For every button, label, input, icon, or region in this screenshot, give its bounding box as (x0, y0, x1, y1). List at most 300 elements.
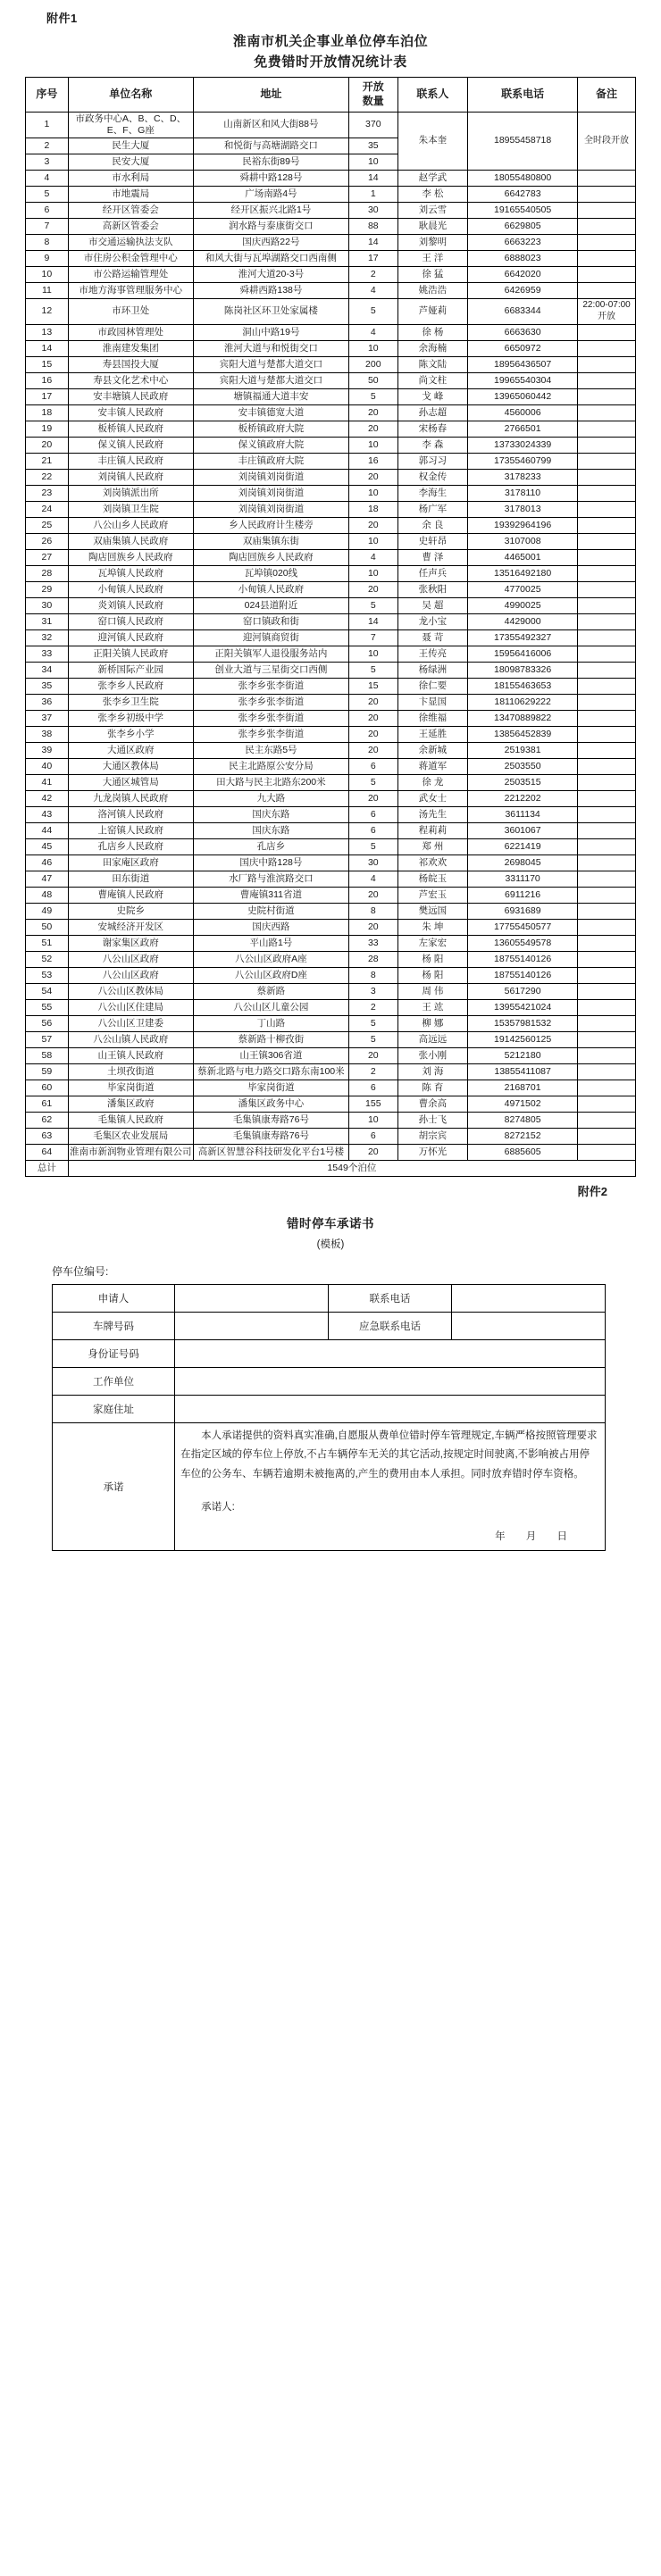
cell-remarks (578, 388, 636, 404)
cell-contact-phone: 2168701 (468, 1080, 578, 1096)
cell-no: 30 (26, 597, 69, 613)
cell-no: 55 (26, 999, 69, 1015)
cell-remarks (578, 421, 636, 437)
cell-quantity: 4 (348, 549, 397, 565)
cell-contact-phone: 13965060442 (468, 388, 578, 404)
form-value[interactable] (175, 1312, 329, 1339)
cell-quantity: 20 (348, 694, 397, 710)
cell-remarks (578, 1096, 636, 1112)
cell-unit-name: 民安大厦 (68, 154, 193, 171)
cell-remarks (578, 251, 636, 267)
cell-quantity: 10 (348, 437, 397, 453)
cell-no: 63 (26, 1128, 69, 1144)
cell-unit-name: 市公路运输管理处 (68, 267, 193, 283)
cell-unit-name: 炎刘镇人民政府 (68, 597, 193, 613)
cell-contact-person: 王 竑 (397, 999, 468, 1015)
cell-contact-phone: 2766501 (468, 421, 578, 437)
cell-unit-name: 田家庵区政府 (68, 854, 193, 871)
cell-no: 56 (26, 1015, 69, 1031)
cell-address: 曹庵镇311省道 (193, 887, 348, 903)
cell-quantity: 10 (348, 154, 397, 171)
cell-quantity: 2 (348, 1063, 397, 1080)
form-row (53, 1312, 606, 1339)
table-row (26, 299, 636, 325)
table-row (26, 678, 636, 694)
cell-quantity: 10 (348, 565, 397, 581)
cell-contact-person: 龙小宝 (397, 613, 468, 629)
cell-total-value: 1549个泊位 (68, 1160, 635, 1176)
cell-contact-phone: 15357981532 (468, 1015, 578, 1031)
cell-remarks (578, 951, 636, 967)
cell-quantity: 2 (348, 999, 397, 1015)
cell-remarks (578, 646, 636, 662)
column-header-quantity-line1: 开放 (362, 80, 384, 94)
cell-remarks (578, 678, 636, 694)
cell-contact-phone: 18110629222 (468, 694, 578, 710)
cell-quantity: 200 (348, 356, 397, 372)
cell-no: 3 (26, 154, 69, 171)
cell-unit-name: 市交通运输执法支队 (68, 235, 193, 251)
cell-contact-phone: 6221419 (468, 838, 578, 854)
cell-address: 国庆东路 (193, 806, 348, 822)
cell-unit-name: 板桥镇人民政府 (68, 421, 193, 437)
cell-remarks (578, 1144, 636, 1160)
table-row (26, 485, 636, 501)
cell-address: 塘镇福通大道丰安 (193, 388, 348, 404)
cell-remarks (578, 662, 636, 678)
cell-contact-person: 程莉莉 (397, 822, 468, 838)
cell-contact-phone: 3311170 (468, 871, 578, 887)
cell-remarks (578, 549, 636, 565)
cell-unit-name: 史院乡 (68, 903, 193, 919)
column-header-quantity (348, 77, 397, 112)
column-header-contact-phone: 联系电话 (468, 77, 578, 112)
cell-no: 17 (26, 388, 69, 404)
cell-address: 丰庄镇政府大院 (193, 453, 348, 469)
cell-remarks (578, 742, 636, 758)
cell-contact-person: 祁欢欢 (397, 854, 468, 871)
cell-quantity: 10 (348, 646, 397, 662)
cell-remarks (578, 919, 636, 935)
cell-address: 广场南路4号 (193, 187, 348, 203)
cell-no: 39 (26, 742, 69, 758)
cell-no: 11 (26, 283, 69, 299)
cell-no: 4 (26, 171, 69, 187)
cell-no: 46 (26, 854, 69, 871)
cell-quantity: 18 (348, 501, 397, 517)
cell-no: 49 (26, 903, 69, 919)
cell-unit-name: 小甸镇人民政府 (68, 581, 193, 597)
table-row (26, 838, 636, 854)
cell-no: 23 (26, 485, 69, 501)
form-value[interactable] (175, 1284, 329, 1312)
table-row (26, 903, 636, 919)
cell-remarks (578, 453, 636, 469)
form-value[interactable] (175, 1339, 606, 1367)
cell-unit-name: 洛河镇人民政府 (68, 806, 193, 822)
cell-contact-person: 郭习习 (397, 453, 468, 469)
cell-no: 21 (26, 453, 69, 469)
table-row (26, 388, 636, 404)
cell-quantity: 8 (348, 903, 397, 919)
cell-no: 34 (26, 662, 69, 678)
cell-contact-person: 武女士 (397, 790, 468, 806)
cell-contact-person: 史轩昂 (397, 533, 468, 549)
cell-quantity: 8 (348, 967, 397, 983)
cell-unit-name: 土坝孜街道 (68, 1063, 193, 1080)
cell-no: 18 (26, 404, 69, 421)
cell-contact-person: 吴 超 (397, 597, 468, 613)
cell-quantity: 10 (348, 340, 397, 356)
cell-unit-name: 寿县国投大厦 (68, 356, 193, 372)
cell-unit-name: 八公山区住建局 (68, 999, 193, 1015)
cell-address: 和风大街与瓦埠湖路交口西南侧 (193, 251, 348, 267)
cell-contact-person: 任声兵 (397, 565, 468, 581)
cell-address: 舜耕西路138号 (193, 283, 348, 299)
cell-contact-person: 李 松 (397, 187, 468, 203)
cell-remarks (578, 235, 636, 251)
cell-address: 张李乡张李街道 (193, 694, 348, 710)
cell-quantity: 20 (348, 742, 397, 758)
cell-address: 毕家岗街道 (193, 1080, 348, 1096)
table-row (26, 421, 636, 437)
cell-unit-name: 迎河镇人民政府 (68, 629, 193, 646)
form-value[interactable] (451, 1312, 605, 1339)
cell-quantity: 50 (348, 372, 397, 388)
table-row (26, 935, 636, 951)
cell-remarks (578, 219, 636, 235)
table-row (26, 919, 636, 935)
cell-contact-phone: 5212180 (468, 1047, 578, 1063)
cell-unit-name: 新桥国际产业园 (68, 662, 193, 678)
cell-contact-person: 耿晨光 (397, 219, 468, 235)
cell-address: 乡人民政府计生楼旁 (193, 517, 348, 533)
cell-remarks (578, 854, 636, 871)
cell-quantity: 6 (348, 1080, 397, 1096)
cell-contact-phone: 19165540505 (468, 203, 578, 219)
cell-no: 41 (26, 774, 69, 790)
cell-contact-person: 杨绿洲 (397, 662, 468, 678)
cell-remarks: 全时段开放 (578, 112, 636, 171)
cell-no: 48 (26, 887, 69, 903)
column-header-contact-person: 联系人 (397, 77, 468, 112)
cell-quantity: 17 (348, 251, 397, 267)
cell-no: 14 (26, 340, 69, 356)
cell-unit-name: 山王镇人民政府 (68, 1047, 193, 1063)
cell-no: 45 (26, 838, 69, 854)
table-row (26, 1080, 636, 1096)
cell-remarks (578, 267, 636, 283)
cell-quantity: 5 (348, 299, 397, 325)
cell-no: 33 (26, 646, 69, 662)
table-row (26, 822, 636, 838)
parking-statistics-table (25, 77, 636, 1177)
cell-unit-name: 张李乡初级中学 (68, 710, 193, 726)
form-label: 工作单位 (53, 1367, 175, 1395)
cell-contact-person: 刘黎明 (397, 235, 468, 251)
column-header-address: 地址 (193, 77, 348, 112)
cell-quantity: 2 (348, 267, 397, 283)
cell-contact-person: 陈 育 (397, 1080, 468, 1096)
cell-contact-person: 朱 坤 (397, 919, 468, 935)
cell-contact-phone: 19142560125 (468, 1031, 578, 1047)
cell-address: 蔡新路十柳孜街 (193, 1031, 348, 1047)
cell-quantity: 5 (348, 1031, 397, 1047)
cell-contact-phone: 19965540304 (468, 372, 578, 388)
cell-unit-name: 八公山乡人民政府 (68, 517, 193, 533)
cell-unit-name: 八公山区教体局 (68, 983, 193, 999)
cell-address: 国庆东路 (193, 822, 348, 838)
form-row (53, 1395, 606, 1422)
form-value[interactable] (451, 1284, 605, 1312)
cell-address: 民主北路原公安分局 (193, 758, 348, 774)
cell-no: 29 (26, 581, 69, 597)
cell-unit-name: 双庙集镇人民政府 (68, 533, 193, 549)
cell-unit-name: 窑口镇人民政府 (68, 613, 193, 629)
cell-no: 51 (26, 935, 69, 951)
cell-no: 61 (26, 1096, 69, 1112)
cell-address: 宾阳大道与楚都大道交口 (193, 356, 348, 372)
cell-no: 19 (26, 421, 69, 437)
cell-quantity: 10 (348, 1112, 397, 1128)
cell-contact-phone: 18955458718 (468, 112, 578, 171)
cell-address: 窑口镇政和街 (193, 613, 348, 629)
cell-address: 双庙集镇东街 (193, 533, 348, 549)
form-label: 车牌号码 (53, 1312, 175, 1339)
cell-contact-person: 李海生 (397, 485, 468, 501)
document-title-line-1: 淮南市机关企事业单位停车泊位 (232, 34, 429, 49)
cell-total-label: 总计 (26, 1160, 69, 1176)
cell-address: 经开区振兴北路1号 (193, 203, 348, 219)
cell-unit-name: 市地方海事管理服务中心 (68, 283, 193, 299)
cell-unit-name: 曹庵镇人民政府 (68, 887, 193, 903)
table-row (26, 283, 636, 299)
cell-contact-phone: 18098783326 (468, 662, 578, 678)
cell-unit-name: 田东街道 (68, 871, 193, 887)
cell-contact-person: 戈 峰 (397, 388, 468, 404)
cell-contact-phone: 4990025 (468, 597, 578, 613)
cell-no: 64 (26, 1144, 69, 1160)
cell-quantity: 20 (348, 887, 397, 903)
cell-address: 安丰镇德宽大道 (193, 404, 348, 421)
cell-remarks (578, 999, 636, 1015)
cell-no: 54 (26, 983, 69, 999)
cell-remarks (578, 372, 636, 388)
cell-address: 八公山区政府D座 (193, 967, 348, 983)
form-value[interactable] (175, 1395, 606, 1422)
cell-quantity: 5 (348, 838, 397, 854)
cell-address: 陈岗社区环卫处家属楼 (193, 299, 348, 325)
cell-remarks: 22:00-07:00开放 (578, 299, 636, 325)
cell-remarks (578, 1080, 636, 1096)
cell-address: 张李乡张李街道 (193, 678, 348, 694)
table-row (26, 613, 636, 629)
table-row (26, 758, 636, 774)
cell-contact-person: 芦宏玉 (397, 887, 468, 903)
cell-quantity: 5 (348, 662, 397, 678)
table-row (26, 806, 636, 822)
cell-contact-phone: 2503550 (468, 758, 578, 774)
cell-remarks (578, 517, 636, 533)
cell-remarks (578, 340, 636, 356)
cell-no: 35 (26, 678, 69, 694)
cell-contact-phone: 3178110 (468, 485, 578, 501)
cell-quantity: 14 (348, 171, 397, 187)
cell-contact-phone: 18055480800 (468, 171, 578, 187)
table-row (26, 112, 636, 138)
cell-remarks (578, 203, 636, 219)
table-row (26, 1144, 636, 1160)
cell-quantity: 4 (348, 283, 397, 299)
table-row (26, 662, 636, 678)
cell-no: 22 (26, 469, 69, 485)
cell-quantity: 33 (348, 935, 397, 951)
table-row (26, 1031, 636, 1047)
signature-label: 承诺人: (201, 1501, 235, 1513)
cell-contact-phone: 3611134 (468, 806, 578, 822)
cell-remarks (578, 758, 636, 774)
cell-remarks (578, 806, 636, 822)
cell-unit-name: 刘岗镇人民政府 (68, 469, 193, 485)
cell-no: 32 (26, 629, 69, 646)
table-row (26, 1096, 636, 1112)
cell-contact-phone: 4971502 (468, 1096, 578, 1112)
cell-quantity: 6 (348, 822, 397, 838)
cell-quantity: 155 (348, 1096, 397, 1112)
cell-unit-name: 市政务中心A、B、C、D、E、F、G座 (68, 112, 193, 138)
cell-remarks (578, 1063, 636, 1080)
cell-contact-person: 张小刚 (397, 1047, 468, 1063)
cell-contact-phone: 13470889822 (468, 710, 578, 726)
table-row (26, 356, 636, 372)
cell-remarks (578, 565, 636, 581)
cell-no: 50 (26, 919, 69, 935)
cell-remarks (578, 967, 636, 983)
table-row (26, 581, 636, 597)
cell-no: 10 (26, 267, 69, 283)
cell-unit-name: 八公山区政府 (68, 967, 193, 983)
cell-remarks (578, 871, 636, 887)
cell-address: 陶店回族乡人民政府 (193, 549, 348, 565)
cell-contact-person: 孙志超 (397, 404, 468, 421)
cell-contact-phone: 4465001 (468, 549, 578, 565)
cell-address: 舜耕中路128号 (193, 171, 348, 187)
form-row (53, 1284, 606, 1312)
table-row (26, 203, 636, 219)
cell-remarks (578, 404, 636, 421)
cell-unit-name: 民生大厦 (68, 138, 193, 154)
cell-quantity: 20 (348, 790, 397, 806)
cell-no: 53 (26, 967, 69, 983)
form-label: 家庭住址 (53, 1395, 175, 1422)
cell-no: 57 (26, 1031, 69, 1047)
cell-address: 平山路1号 (193, 935, 348, 951)
cell-no: 60 (26, 1080, 69, 1096)
table-row (26, 565, 636, 581)
cell-contact-phone: 17355492327 (468, 629, 578, 646)
cell-unit-name: 瓦埠镇人民政府 (68, 565, 193, 581)
cell-unit-name: 张李乡人民政府 (68, 678, 193, 694)
table-row (26, 501, 636, 517)
cell-contact-phone: 17755450577 (468, 919, 578, 935)
cell-remarks (578, 1047, 636, 1063)
cell-no: 25 (26, 517, 69, 533)
cell-unit-name: 安丰镇人民政府 (68, 404, 193, 421)
cell-address: 淮河大道20-3号 (193, 267, 348, 283)
cell-remarks (578, 187, 636, 203)
cell-quantity: 20 (348, 1047, 397, 1063)
cell-unit-name: 毛集区农业发展局 (68, 1128, 193, 1144)
cell-contact-phone: 18155463653 (468, 678, 578, 694)
cell-remarks (578, 726, 636, 742)
cell-remarks (578, 469, 636, 485)
cell-address: 和悦街与高塘湖路交口 (193, 138, 348, 154)
table-body (26, 112, 636, 1176)
cell-contact-person: 徐 杨 (397, 324, 468, 340)
cell-contact-phone: 13855411087 (468, 1063, 578, 1080)
table-row (26, 453, 636, 469)
cell-unit-name: 大通区教体局 (68, 758, 193, 774)
cell-contact-phone: 17355460799 (468, 453, 578, 469)
cell-quantity: 10 (348, 485, 397, 501)
cell-address: 高新区智慧谷科技研发化平台1号楼 (193, 1144, 348, 1160)
cell-contact-person: 杨广军 (397, 501, 468, 517)
cell-no: 42 (26, 790, 69, 806)
cell-quantity: 35 (348, 138, 397, 154)
cell-remarks (578, 1015, 636, 1031)
cell-quantity: 20 (348, 710, 397, 726)
cell-address: 小甸镇人民政府 (193, 581, 348, 597)
cell-unit-name: 市地震局 (68, 187, 193, 203)
cell-quantity: 5 (348, 597, 397, 613)
cell-address: 毛集镇康寿路76号 (193, 1128, 348, 1144)
cell-address: 024县道附近 (193, 597, 348, 613)
cell-remarks (578, 983, 636, 999)
form-value[interactable] (175, 1367, 606, 1395)
cell-quantity: 20 (348, 581, 397, 597)
cell-contact-person: 卞显国 (397, 694, 468, 710)
cell-contact-person: 陈文陆 (397, 356, 468, 372)
cell-contact-person: 张秋阳 (397, 581, 468, 597)
cell-remarks (578, 581, 636, 597)
cell-unit-name: 八公山区卫建委 (68, 1015, 193, 1031)
cell-address: 刘岗镇刘岗街道 (193, 469, 348, 485)
table-row (26, 629, 636, 646)
cell-quantity: 15 (348, 678, 397, 694)
table-row (26, 790, 636, 806)
cell-unit-name: 孔店乡人民政府 (68, 838, 193, 854)
table-row (26, 549, 636, 565)
cell-address: 迎河镇商贸街 (193, 629, 348, 646)
cell-quantity: 5 (348, 388, 397, 404)
cell-no: 28 (26, 565, 69, 581)
cell-contact-phone: 2503515 (468, 774, 578, 790)
cell-quantity: 88 (348, 219, 397, 235)
cell-address: 刘岗镇刘岗街道 (193, 485, 348, 501)
cell-contact-phone: 13955421024 (468, 999, 578, 1015)
cell-address: 国庆西路 (193, 919, 348, 935)
column-header-quantity-line2: 数量 (362, 94, 384, 107)
table-row (26, 340, 636, 356)
cell-no: 13 (26, 324, 69, 340)
cell-contact-phone: 15956416006 (468, 646, 578, 662)
cell-no: 9 (26, 251, 69, 267)
cell-remarks (578, 324, 636, 340)
table-row (26, 646, 636, 662)
table-row (26, 1128, 636, 1144)
cell-contact-person: 曹 泽 (397, 549, 468, 565)
cell-contact-phone: 18755140126 (468, 967, 578, 983)
